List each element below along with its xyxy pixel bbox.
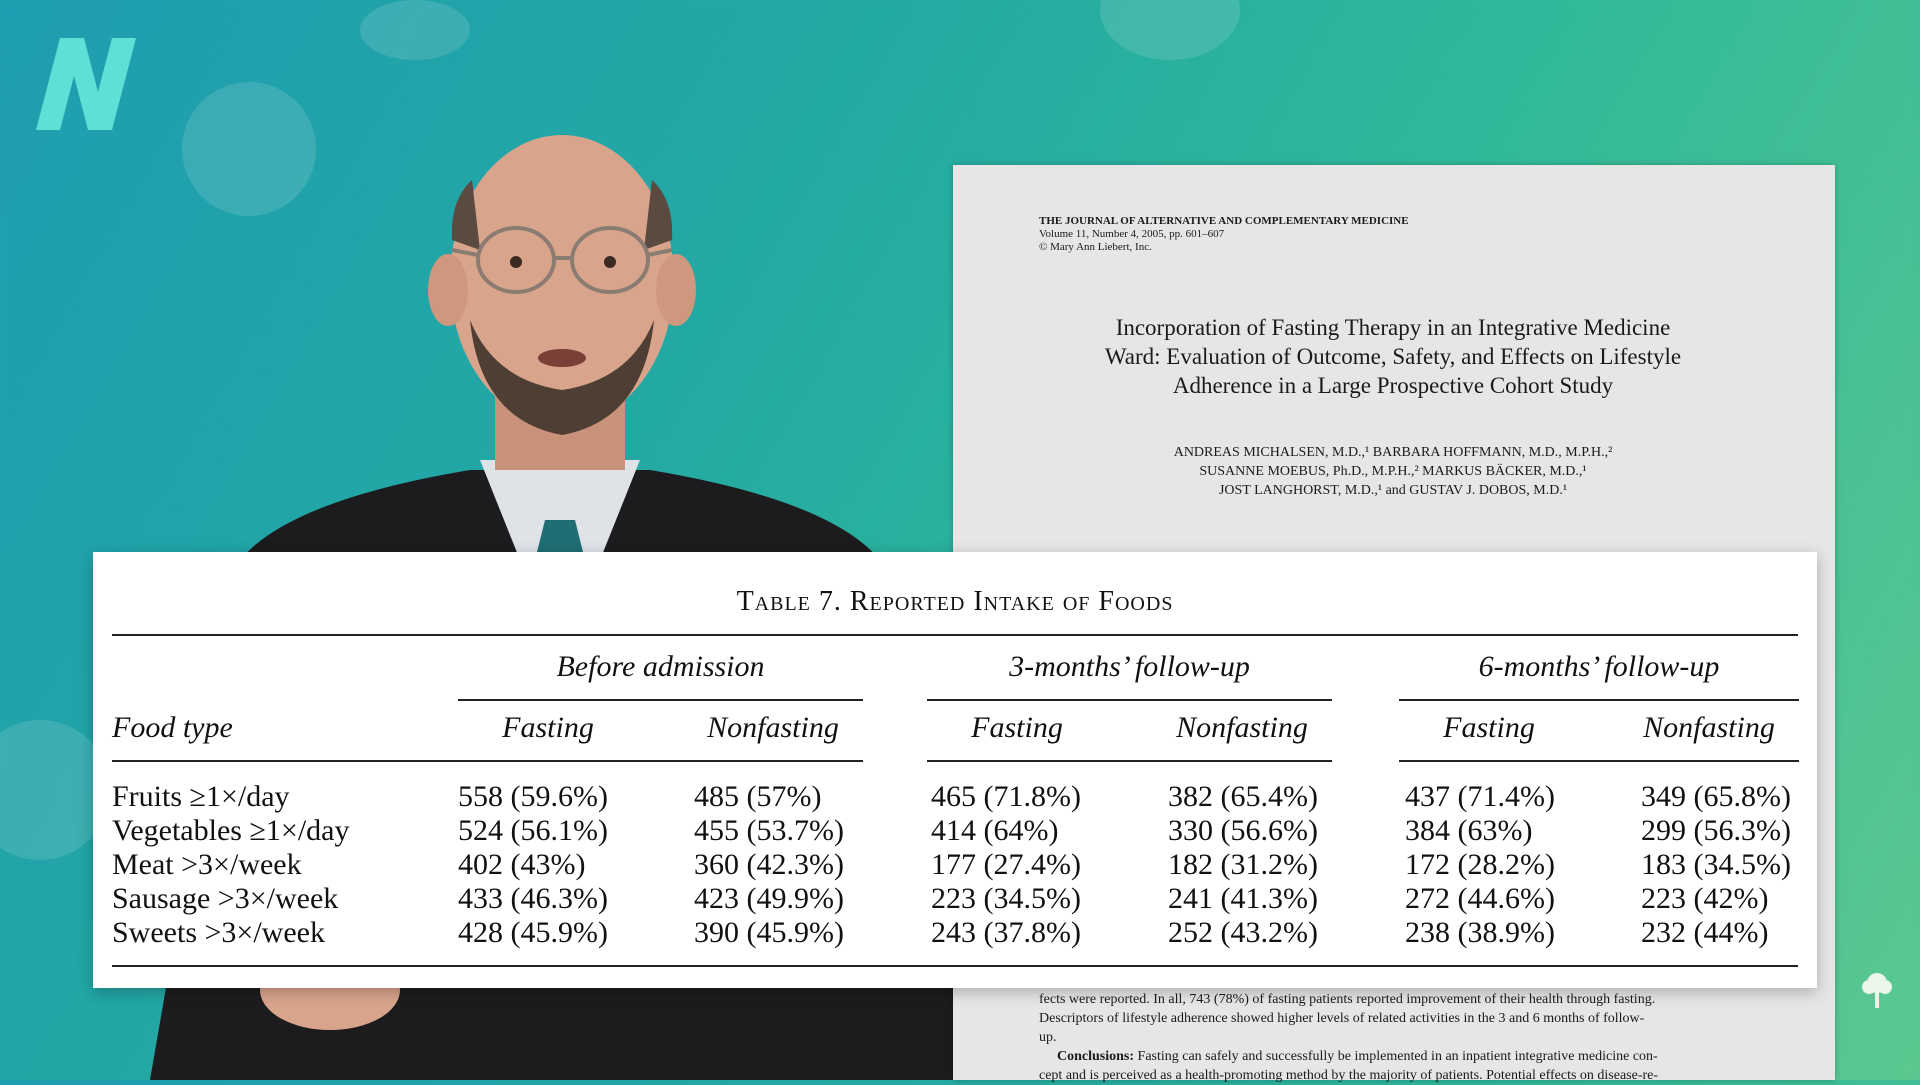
data-cell: 384 (63%): [1405, 814, 1533, 847]
data-cell: 437 (71.4%): [1405, 780, 1555, 813]
data-cell: 232 (44%): [1641, 916, 1769, 949]
conclusions-line: [1039, 1047, 1751, 1066]
group-header-before-admission: Before admission: [556, 650, 765, 683]
column-header-nonfasting: Nonfasting: [707, 711, 839, 744]
food-cell: Fruits ≥1×/day: [112, 780, 290, 813]
group-header-6-months: 6-months’ follow-up: [1478, 650, 1720, 683]
table-caption: Table 7. Reported Intake of Foods: [736, 586, 1174, 617]
abstract-text: [1039, 990, 1751, 1085]
data-cell: 183 (34.5%): [1641, 848, 1791, 881]
data-cell: 558 (59.6%): [458, 780, 608, 813]
journal-copyright: © Mary Ann Liebert, Inc.: [1039, 241, 1152, 253]
article-authors: [1033, 443, 1753, 500]
background-bokeh: [1100, 0, 1240, 60]
table-top-rule: [112, 634, 1798, 636]
data-cell: 272 (44.6%): [1405, 882, 1555, 915]
article-title: [1033, 313, 1753, 400]
data-cell: 423 (49.9%): [694, 882, 844, 915]
article-title-line: Adherence in a Large Prospective Cohort Study: [1172, 373, 1614, 398]
data-cell: 360 (42.3%): [694, 848, 844, 881]
table-row: [93, 780, 1817, 814]
data-cell: 223 (42%): [1641, 882, 1769, 915]
data-cell: 390 (45.9%): [694, 916, 844, 949]
table-bottom-rule: [112, 965, 1798, 967]
group-rule: [927, 699, 1332, 701]
data-cell: 172 (28.2%): [1405, 848, 1555, 881]
column-header-fasting: Fasting: [502, 711, 594, 744]
data-cell: 182 (31.2%): [1168, 848, 1318, 881]
abstract-line: Descriptors of lifestyle adherence showed higher levels of related activities in the 3 and 6 months of follow-: [1039, 1011, 1645, 1026]
data-cell: 465 (71.8%): [931, 780, 1081, 813]
data-cell: 243 (37.8%): [931, 916, 1081, 949]
column-header-fasting: Fasting: [971, 711, 1063, 744]
group-rule: [458, 699, 863, 701]
tree-icon[interactable]: [1860, 970, 1894, 1010]
conclusions-text: Fasting can safely and successfully be implemented in an inpatient integrative medicine con-: [1137, 1049, 1658, 1064]
group-rule: [1399, 760, 1799, 762]
abstract-line: fects were reported. In all, 743 (78%) of fasting patients reported improvement of their health through fasting.: [1039, 992, 1656, 1007]
group-rule: [927, 760, 1332, 762]
food-type-header: Food type: [112, 711, 233, 744]
column-header-fasting: Fasting: [1443, 711, 1535, 744]
data-cell: 414 (64%): [931, 814, 1059, 847]
author-line: ANDREAS MICHALSEN, M.D.,¹ BARBARA HOFFMANN, M.D., M.P.H.,²: [1173, 445, 1613, 460]
author-line: JOST LANGHORST, M.D.,¹ and GUSTAV J. DOBOS, M.D.¹: [1218, 483, 1568, 498]
journal-header: [1039, 215, 1409, 254]
food-cell: Sausage >3×/week: [112, 882, 339, 915]
table-row: [93, 916, 1817, 950]
data-cell: 455 (53.7%): [694, 814, 844, 847]
nf-logo-icon[interactable]: [32, 38, 168, 130]
column-header-nonfasting: Nonfasting: [1643, 711, 1775, 744]
data-cell: 238 (38.9%): [1405, 916, 1555, 949]
article-title-line: Incorporation of Fasting Therapy in an Integrative Medicine: [1115, 315, 1671, 340]
table-card: [93, 552, 1817, 988]
data-cell: 330 (56.6%): [1168, 814, 1318, 847]
food-cell: Sweets >3×/week: [112, 916, 325, 949]
group-header-3-months: 3-months’ follow-up: [1009, 650, 1250, 683]
data-cell: 433 (46.3%): [458, 882, 608, 915]
author-line: SUSANNE MOEBUS, Ph.D., M.P.H.,² MARKUS BÄCKER, M.D.,¹: [1199, 464, 1587, 479]
table-row: [93, 882, 1817, 916]
article-title-line: Ward: Evaluation of Outcome, Safety, and Effects on Lifestyle: [1104, 344, 1682, 369]
data-cell: 428 (45.9%): [458, 916, 608, 949]
data-cell: 349 (65.8%): [1641, 780, 1791, 813]
data-cell: 382 (65.4%): [1168, 780, 1318, 813]
table-row: [93, 814, 1817, 848]
food-cell: Vegetables ≥1×/day: [112, 814, 350, 847]
data-cell: 485 (57%): [694, 780, 822, 813]
group-rule: [112, 760, 863, 762]
data-cell: 223 (34.5%): [931, 882, 1081, 915]
journal-volume: Volume 11, Number 4, 2005, pp. 601–607: [1039, 228, 1225, 240]
data-cell: 402 (43%): [458, 848, 586, 881]
column-header-nonfasting: Nonfasting: [1176, 711, 1308, 744]
group-rule: [1399, 699, 1799, 701]
background-bokeh: [360, 0, 470, 60]
table-row: [93, 848, 1817, 882]
data-cell: 177 (27.4%): [931, 848, 1081, 881]
data-cell: 299 (56.3%): [1641, 814, 1791, 847]
abstract-line: up.: [1039, 1030, 1057, 1045]
journal-name: THE JOURNAL OF ALTERNATIVE AND COMPLEMENTARY MEDICINE: [1039, 215, 1409, 227]
conclusions-label: Conclusions:: [1057, 1049, 1135, 1064]
data-cell: 241 (41.3%): [1168, 882, 1318, 915]
data-cell: 252 (43.2%): [1168, 916, 1318, 949]
food-cell: Meat >3×/week: [112, 848, 302, 881]
conclusions-line-2: cept and is perceived as a health-promoting method by the majority of patients. Potential effects on disease-re-: [1039, 1068, 1659, 1083]
data-cell: 524 (56.1%): [458, 814, 608, 847]
